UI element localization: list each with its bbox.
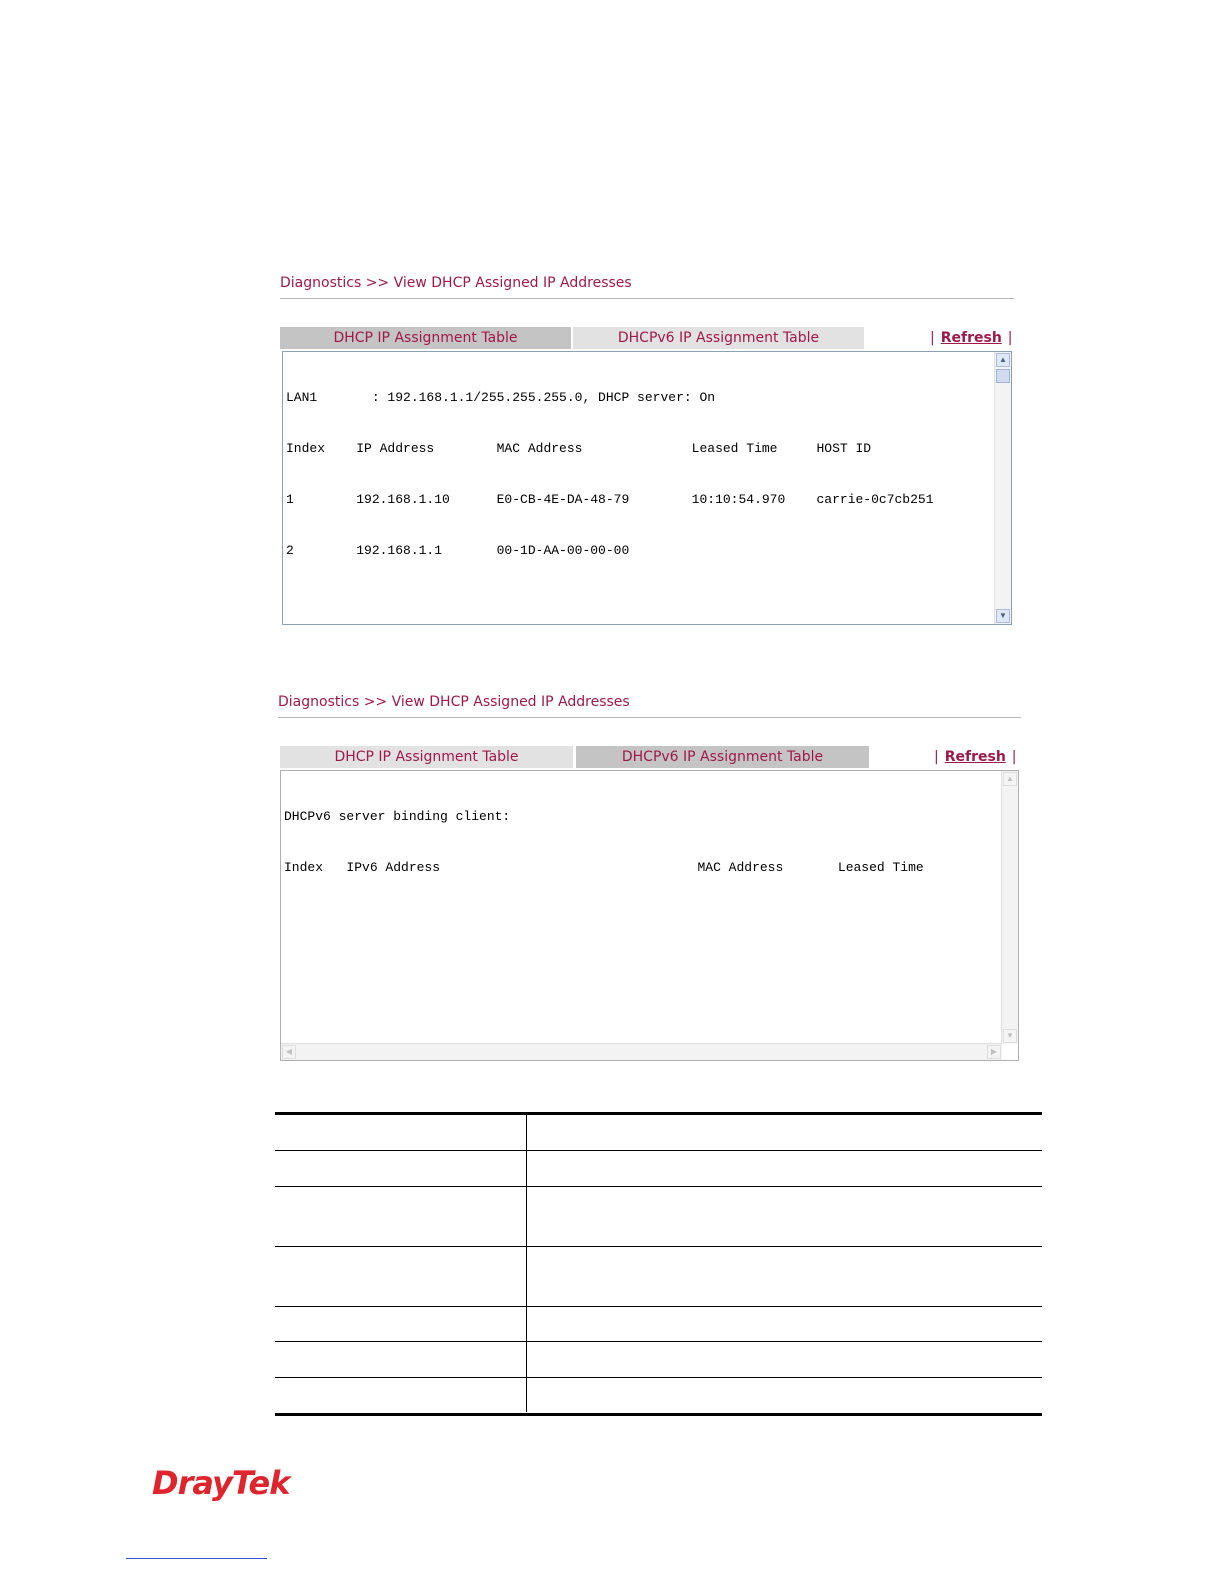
scroll-down-icon[interactable]: ▼ — [996, 609, 1010, 623]
table-row — [275, 1341, 1042, 1377]
refresh-link[interactable]: Refresh — [944, 749, 1006, 765]
scroll-thumb[interactable] — [996, 369, 1010, 383]
table-bottom-rule — [275, 1413, 1042, 1416]
refresh-group-1 — [930, 330, 1013, 346]
tab-dhcpv6-ip-assignment[interactable]: DHCPv6 IP Assignment Table — [573, 327, 864, 349]
table-row — [275, 1186, 1042, 1246]
scroll-up-icon[interactable]: ▲ — [1003, 772, 1017, 786]
separator: | — [934, 749, 939, 765]
tab-dhcp-ip-assignment[interactable]: DHCP IP Assignment Table — [280, 746, 573, 768]
table-header-line: Index IP Address MAC Address Leased Time HOST ID — [286, 441, 872, 456]
breadcrumb-1: Diagnostics >> View DHCP Assigned IP Addresses — [280, 275, 632, 291]
scroll-down-icon[interactable]: ▼ — [1003, 1029, 1017, 1043]
table-row: 1 192.168.1.10 E0-CB-4E-DA-48-79 10:10:54.970 carrie-0c7cb251 — [286, 492, 934, 507]
refresh-group-2 — [934, 749, 1017, 765]
separator: | — [1007, 330, 1013, 346]
divider-1 — [280, 298, 1014, 299]
separator: | — [1011, 749, 1017, 765]
table-row — [275, 1115, 1042, 1150]
lan-info-line: LAN1 : 192.168.1.1/255.255.255.0, DHCP server: On — [286, 390, 716, 405]
tab-dhcpv6-ip-assignment[interactable]: DHCPv6 IP Assignment Table — [576, 746, 869, 768]
separator: | — [930, 330, 935, 346]
table-row — [275, 1150, 1042, 1186]
horizontal-scrollbar[interactable] — [281, 1043, 1002, 1060]
dhcpv6-assignment-textbox[interactable] — [280, 770, 1019, 1061]
draytek-logo: DrayTek — [152, 1464, 290, 1502]
description-table — [275, 1115, 1042, 1412]
divider-2 — [278, 717, 1021, 718]
dhcpv6-assignment-content — [284, 774, 924, 910]
dhcp-assignment-textbox[interactable] — [282, 351, 1012, 625]
table-row — [275, 1306, 1042, 1341]
binding-title-line: DHCPv6 server binding client: — [284, 809, 511, 824]
table-row: 2 192.168.1.1 00-1D-AA-00-00-00 — [286, 543, 630, 558]
table-row — [275, 1377, 1042, 1412]
footer-rule — [126, 1558, 267, 1559]
tab-dhcp-ip-assignment[interactable]: DHCP IP Assignment Table — [280, 327, 571, 349]
scroll-up-icon[interactable]: ▲ — [996, 353, 1010, 367]
vertical-scrollbar[interactable] — [994, 352, 1011, 624]
refresh-link[interactable]: Refresh — [940, 330, 1002, 346]
table-row — [275, 1246, 1042, 1306]
dhcp-assignment-content — [286, 355, 934, 593]
breadcrumb-2: Diagnostics >> View DHCP Assigned IP Addresses — [278, 694, 630, 710]
table-header-line: Index IPv6 Address MAC Address Leased Time — [284, 860, 924, 875]
vertical-scrollbar[interactable] — [1001, 771, 1018, 1044]
scroll-left-icon[interactable]: ◀ — [282, 1045, 296, 1059]
scroll-right-icon[interactable]: ▶ — [987, 1045, 1001, 1059]
